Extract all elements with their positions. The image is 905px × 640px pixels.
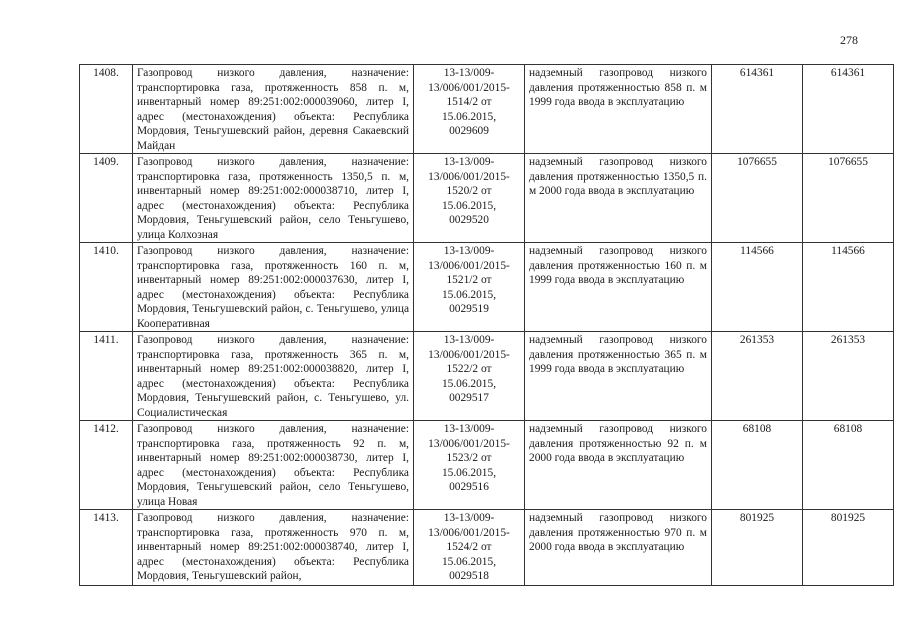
- table-row: [80, 421, 894, 510]
- registration-line: 15.06.2015,: [441, 110, 497, 123]
- registration-line: 13/006/001/2015-: [428, 348, 510, 361]
- row-number-cell: 1412.: [80, 421, 133, 510]
- object-name-cell: Газопровод низкого давления, назначение: транспортировка газа, протяженность 858 п. м, инвентарный номер 89:251:002:000039060, литер I, адрес (местонахождения) объекта: Республика Мордовия, Теньгушевский район, деревня Сакаевский Майдан: [133, 65, 414, 154]
- row-number-cell: 1413.: [80, 510, 133, 586]
- value-cell-2: 614361: [803, 65, 894, 154]
- row-number-cell: 1409.: [80, 154, 133, 243]
- property-registry-table: [79, 64, 894, 586]
- table-body: [80, 65, 894, 586]
- row-number-cell: 1408.: [80, 65, 133, 154]
- registration-number-cell: [414, 65, 525, 154]
- value-cell-2: 1076655: [803, 154, 894, 243]
- object-name-cell: Газопровод низкого давления, назначение: транспортировка газа, протяженность 160 п. м, инвентарный номер 89:251:002:000037630, литер I, адрес (местонахождения) объекта: Республика Мордовия, Теньгушевский район, с. Теньгушево, улица Кооперативная: [133, 243, 414, 332]
- registration-line: 15.06.2015,: [441, 466, 497, 479]
- registration-line: 13/006/001/2015-: [428, 259, 510, 272]
- value-cell-1: 261353: [712, 332, 803, 421]
- registration-line: 13-13/009-: [443, 423, 495, 435]
- registration-line: 15.06.2015,: [441, 199, 497, 212]
- value-cell-1: 68108: [712, 421, 803, 510]
- object-description-cell: надземный газопровод низкого давления протяженностью 365 п. м 1999 года ввода в эксплуатацию: [525, 332, 712, 421]
- object-description-cell: надземный газопровод низкого давления протяженностью 160 п. м 1999 года ввода в эксплуатацию: [525, 243, 712, 332]
- table-row: [80, 65, 894, 154]
- table-row: [80, 243, 894, 332]
- page-number: 278: [840, 33, 858, 47]
- value-cell-2: 801925: [803, 510, 894, 586]
- registration-line: 13/006/001/2015-: [428, 81, 510, 94]
- value-cell-1: 801925: [712, 510, 803, 586]
- object-description-cell: надземный газопровод низкого давления протяженностью 1350,5 п. м 2000 года ввода в эксплуатацию: [525, 154, 712, 243]
- registration-line: 1521/2 от: [446, 274, 492, 286]
- object-description-cell: надземный газопровод низкого давления протяженностью 858 п. м 1999 года ввода в эксплуатацию: [525, 65, 712, 154]
- value-cell-1: 1076655: [712, 154, 803, 243]
- object-name-cell: Газопровод низкого давления, назначение: транспортировка газа, протяженность 92 п. м, инвентарный номер 89:251:002:000038730, литер I, адрес (местонахождения) объекта: Республика Мордовия, Теньгушевский район, село Теньгушево, улица Новая: [133, 421, 414, 510]
- registration-number-cell: [414, 510, 525, 586]
- registration-number-cell: [414, 154, 525, 243]
- registration-line: 1524/2 от: [446, 541, 492, 553]
- registration-line: 15.06.2015,: [441, 288, 497, 301]
- registration-line: 13-13/009-: [443, 512, 495, 524]
- registration-number-cell: [414, 332, 525, 421]
- table-row: [80, 510, 894, 586]
- registration-line: 13-13/009-: [443, 245, 495, 257]
- registration-line: 0029516: [449, 481, 489, 493]
- registration-line: 15.06.2015,: [441, 377, 497, 390]
- value-cell-2: 114566: [803, 243, 894, 332]
- value-cell-2: 261353: [803, 332, 894, 421]
- registration-number-cell: [414, 421, 525, 510]
- table-row: [80, 154, 894, 243]
- row-number-cell: 1410.: [80, 243, 133, 332]
- registration-line: 15.06.2015,: [441, 555, 497, 568]
- table-row: [80, 332, 894, 421]
- object-name-cell: Газопровод низкого давления, назначение: транспортировка газа, протяженность 1350,5 п. м, инвентарный номер 89:251:002:000038710, литер I, адрес (местонахождения) объекта: Республика Мордовия, Теньгушевский район, село Теньгушево, улица Колхозная: [133, 154, 414, 243]
- registration-line: 1523/2 от: [446, 452, 492, 464]
- row-number-cell: 1411.: [80, 332, 133, 421]
- registration-line: 13/006/001/2015-: [428, 170, 510, 183]
- registration-line: 13-13/009-: [443, 334, 495, 346]
- registration-line: 1514/2 от: [446, 96, 492, 108]
- value-cell-2: 68108: [803, 421, 894, 510]
- registration-line: 13-13/009-: [443, 67, 495, 79]
- registration-line: 13-13/009-: [443, 156, 495, 168]
- registration-line: 13/006/001/2015-: [428, 437, 510, 450]
- object-description-cell: надземный газопровод низкого давления протяженностью 92 п. м 2000 года ввода в эксплуатацию: [525, 421, 712, 510]
- registration-line: 0029519: [449, 303, 489, 315]
- object-description-cell: надземный газопровод низкого давления протяженностью 970 п. м 2000 года ввода в эксплуатацию: [525, 510, 712, 586]
- value-cell-1: 614361: [712, 65, 803, 154]
- registration-line: 0029517: [449, 392, 489, 404]
- registration-line: 1520/2 от: [446, 185, 492, 197]
- value-cell-1: 114566: [712, 243, 803, 332]
- registration-line: 1522/2 от: [446, 363, 492, 375]
- registration-line: 0029609: [449, 125, 489, 137]
- registration-line: 0029518: [449, 570, 489, 582]
- registration-line: 0029520: [449, 214, 489, 226]
- registration-number-cell: [414, 243, 525, 332]
- registration-line: 13/006/001/2015-: [428, 526, 510, 539]
- object-name-cell: Газопровод низкого давления, назначение: транспортировка газа, протяженность 365 п. м, инвентарный номер 89:251:002:000038820, литер I, адрес (местонахождения) объекта: Республика Мордовия, Теньгушевский район, с. Теньгушево, ул. Социалистическая: [133, 332, 414, 421]
- object-name-cell: Газопровод низкого давления, назначение: транспортировка газа, протяженность 970 п. м, инвентарный номер 89:251:002:000038740, литер I, адрес (местонахождения) объекта: Республика Мордовия, Теньгушевский район,: [133, 510, 414, 586]
